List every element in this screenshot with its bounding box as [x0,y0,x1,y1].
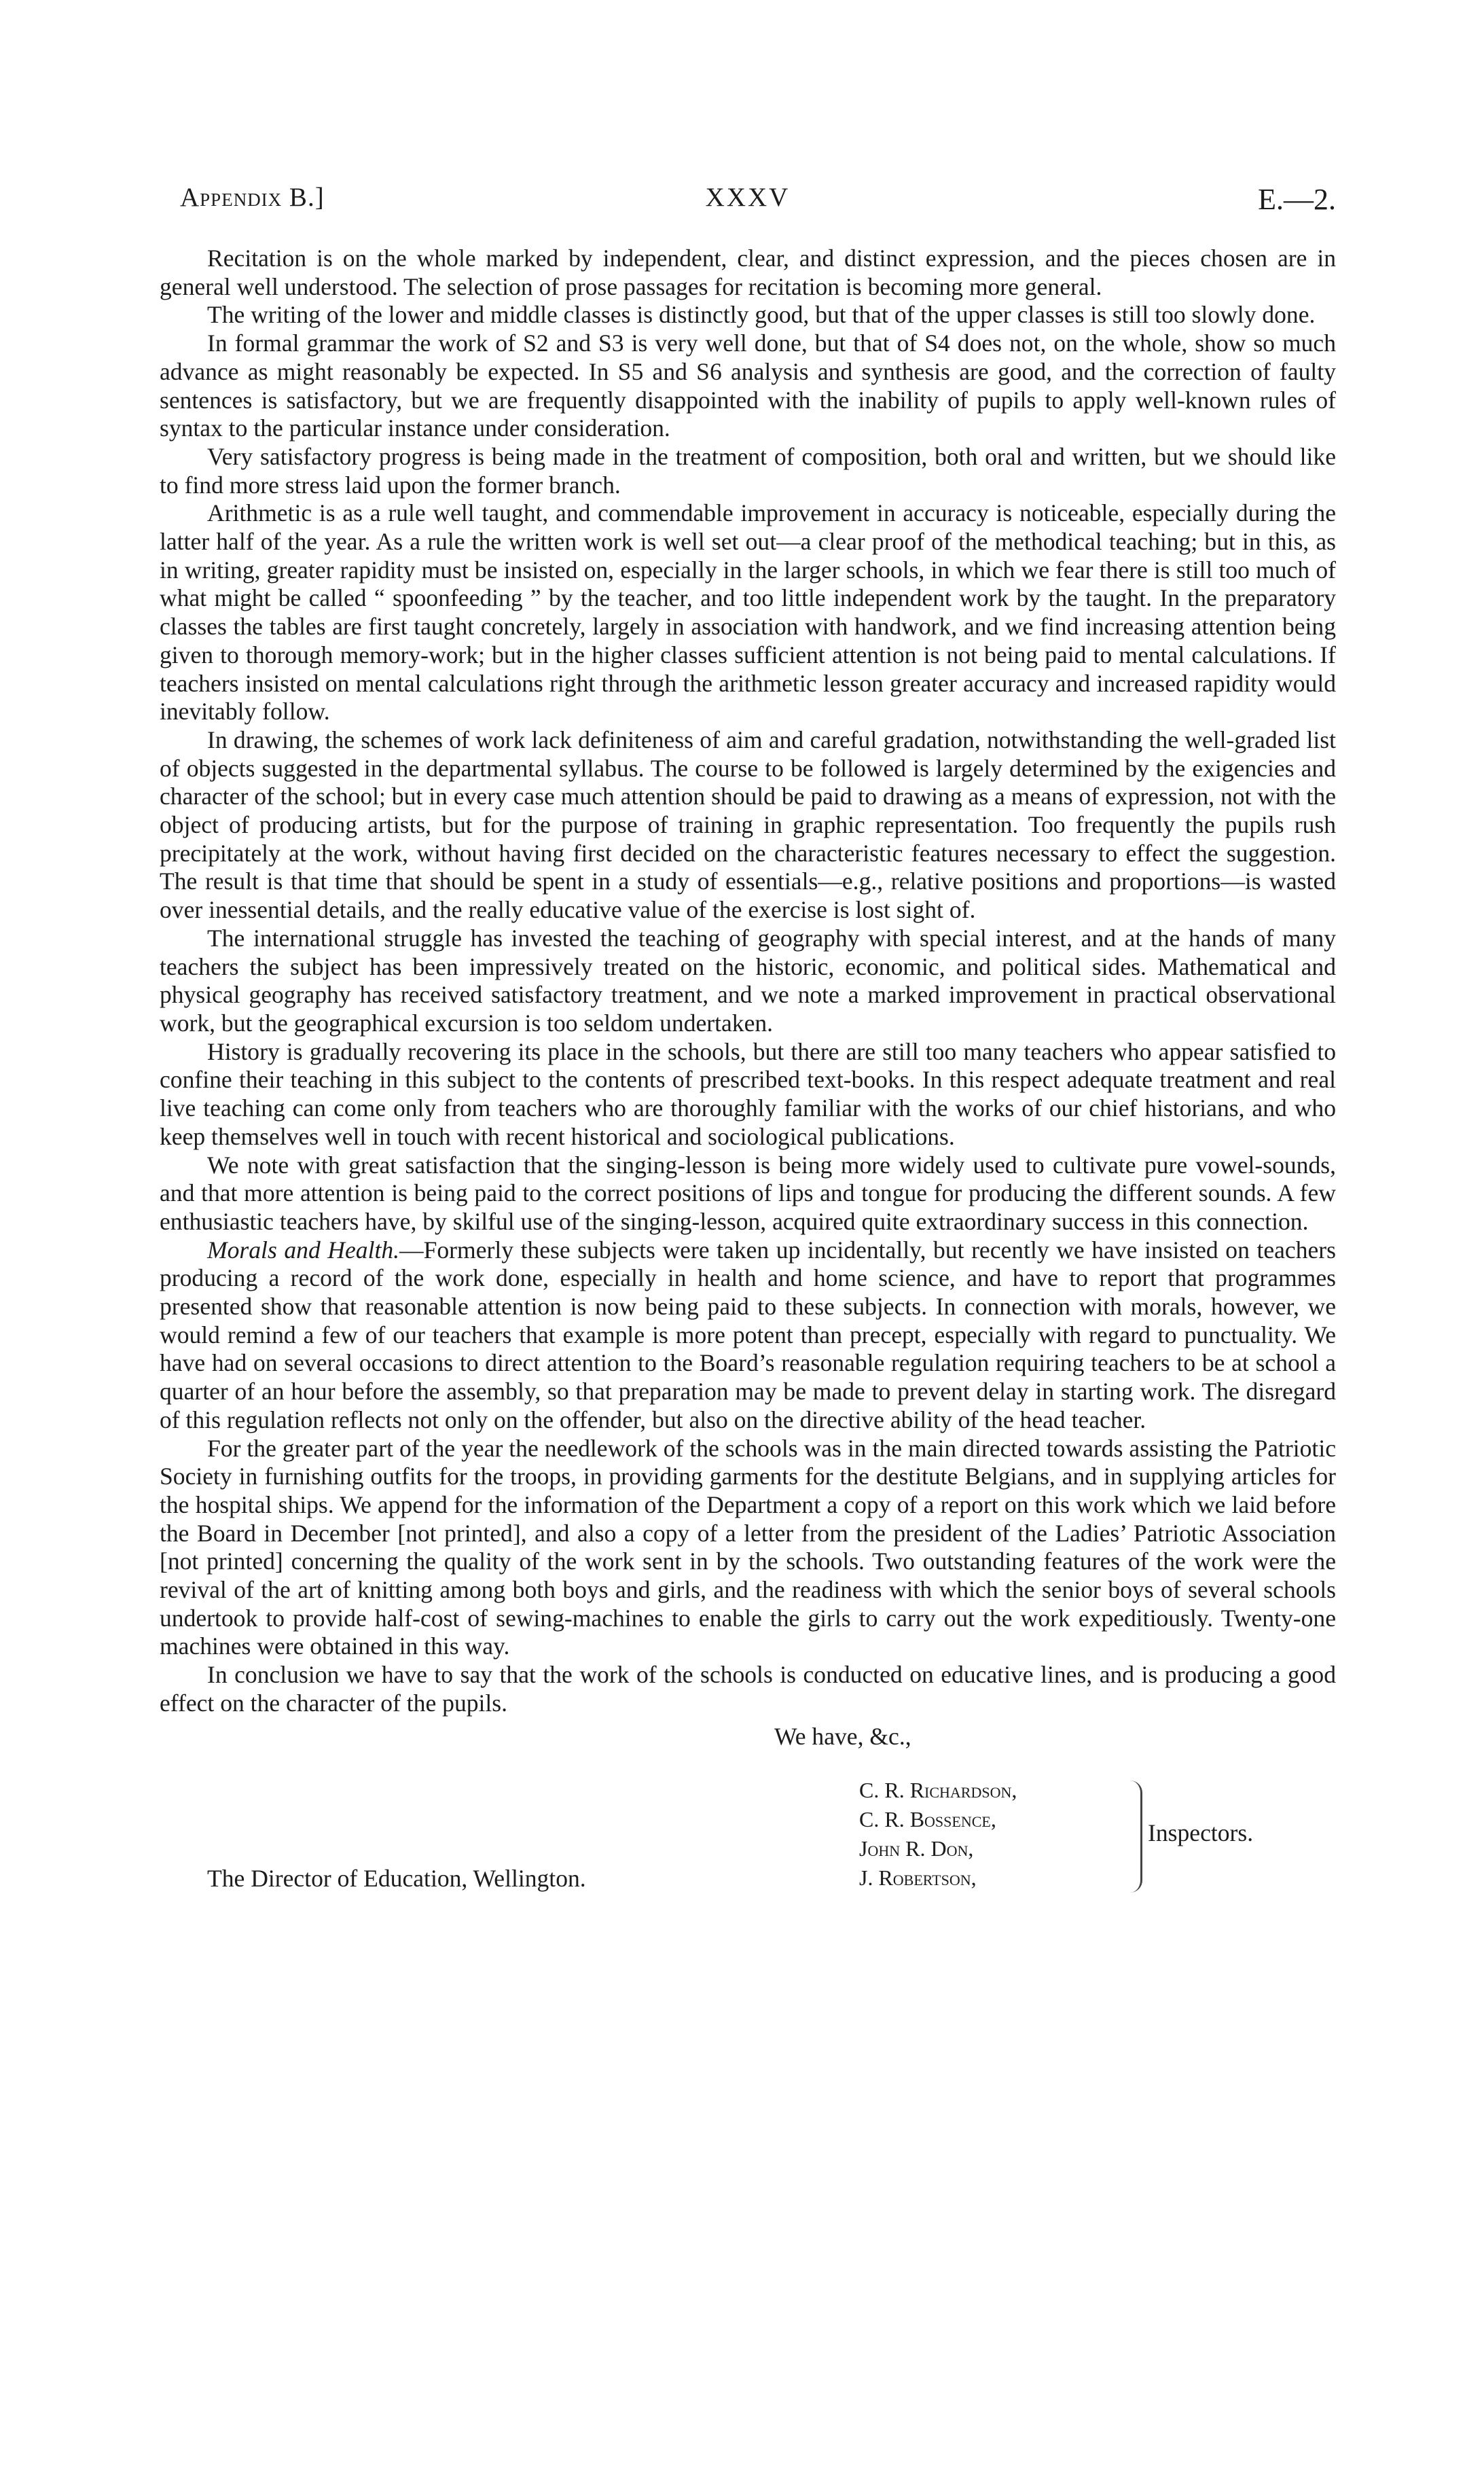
addressee: The Director of Education, Wellington. [207,1864,586,1892]
page-header [160,182,1336,230]
appendix-label: Appendix B.] [180,183,325,212]
paragraph-drawing: In drawing, the schemes of work lack definiteness of aim and careful gradation, notwithstanding the well-graded list of objects suggested in the departmental syllabus. The course to be followed is largely determined by the exigencies and character of the school; but in every case much attention should be paid to drawing as a means of expression, not with the object of producing artists, but for the purpose of training in graphic representation. Too frequently the pupils rush precipitately at the work, without having first decided on the characteristic features necessary to effect the suggestion. The result is that time that should be spent in a study of essentials—e.g., relative positions and proportions—is wasted over inessential details, and the really educative value of the exercise is lost sight of. [160,726,1336,924]
signatory-role: Inspectors. [1148,1819,1254,1846]
signatory: C. R. Richardson, [859,1777,1017,1802]
paragraph-geography: The international struggle has invested the teaching of geography with special interest, and at the hands of many teachers the subject has been impressively treated on the historic, economic, and political sides. Mathematical and physical geography has received satisfactory treatment, and we note a marked improvement in practical observational work, but the geographical excursion is too seldom undertaken. [160,924,1336,1037]
morals-heading: Morals and Health. [207,1236,400,1264]
signatory: C. R. Bossence, [859,1806,996,1831]
paragraph-grammar: In formal grammar the work of S2 and S3 is very well done, but that of S4 does not, on the whole, show so much advance as might reasonably be expected. In S5 and S6 analysis and synthesis are good, and the correction of faulty sentences is satisfactory, but we are frequently disappointed with the inability of pupils to apply well-known rules of syntax to the particular instance under consideration. [160,329,1336,442]
paragraph-composition: Very satisfactory progress is being made in the treatment of composition, both oral and written, but we should like to find more stress laid upon the former branch. [160,442,1336,499]
paragraph-singing: We note with great satisfaction that the singing-lesson is being more widely used to cultivate pure vowel-sounds, and that more attention is being paid to the correct positions of lips and tongue for producing the different sounds. A few enthusiastic teachers have, by skilful use of the singing-lesson, acquired quite extraordinary success in this connection. [160,1151,1336,1235]
paragraph-morals-health [160,1236,1336,1435]
closing-block [160,1718,1336,1922]
paragraph-conclusion: In conclusion we have to say that the work of the schools is conducted on educative lines, and is producing a good effect on the character of the pupils. [160,1661,1336,1717]
morals-text: —Formerly these subjects were taken up incidentally, but recently we have insisted on teachers producing a record of the work done, especially in health and home science, and have to report that programmes presented show that reasonable attention is now being paid to these subjects. In connection with morals, however, we would remind a few of our teachers that example is more potent than precept, especially with regard to punctuality. We have had on several occasions to direct attention to the Board’s reasonable regulation requiring teachers to be at school a quarter of an hour before the assembly, so that preparation may be made to prevent delay in starting work. The disregard of this regulation reflects not only on the offender, but also on the directive ability of the head teacher. [160,1236,1336,1433]
salutation: We have, &c., [774,1722,911,1750]
paragraph-recitation: Recitation is on the whole marked by independent, clear, and distinct expression, and the pieces chosen are in general well understood. The selection of prose passages for recitation is becoming more general. [160,245,1336,300]
paragraph-writing: The writing of the lower and middle classes is distinctly good, but that of the upper classes is still too slowly done. [207,301,1316,329]
signatory: John R. Don, [859,1836,974,1861]
paragraph-history: History is gradually recovering its place in the schools, but there are still too many teachers who appear satisfied to confine their teaching in this subject to the contents of prescribed text-books. In this respect adequate treatment and real live teaching can come only from teachers who are thoroughly familiar with the works of our chief historians, and who keep themselves well in touch with recent historical and sociological publications. [160,1037,1336,1150]
paragraph-arithmetic: Arithmetic is as a rule well taught, and commendable improvement in accuracy is noticeable, especially during the latter half of the year. As a rule the written work is well set out—a clear proof of the methodical teaching; but in this, as in writing, greater rapidity must be insisted on, especially in the larger schools, in which we fear there is still too much of what might be called “ spoonfeeding ” by the teacher, and too little independent work by the taught. In the preparatory classes the tables are first taught concretely, largely in association with handwork, and we find increasing attention being given to thorough memory-work; but in the higher classes sufficient attention is not being paid to mental calculations. If teachers insisted on mental calculations right through the arithmetic lesson greater accuracy and increased rapidity would inevitably follow. [160,499,1336,726]
brace-bracket [1129,1781,1142,1893]
paragraph-needlework: For the greater part of the year the needlework of the schools was in the main directed towards assisting the Patriotic Society in furnishing outfits for the troops, in providing garments for the destitute Belgians, and in supplying articles for the hospital ships. We append for the information of the Department a copy of a report on this work which we laid before the Board in December [not printed], and also a copy of a letter from the president of the Ladies’ Patriotic Association [not printed] concerning the quality of the work sent in by the schools. Two outstanding features of the work were the revival of the art of knitting among both boys and girls, and the readiness with which the senior boys of several schools undertook to provide half-cost of sewing-machines to enable the girls to carry out the work expeditiously. Twenty-one machines were obtained in this way. [160,1434,1336,1660]
signatory-list [859,1776,1017,1893]
signatory: J. Robertson, [859,1865,977,1890]
document-page [160,182,1336,1922]
report-body [160,245,1336,1718]
document-code: E.—2. [1258,183,1336,216]
page-number: XXXV [705,183,791,212]
